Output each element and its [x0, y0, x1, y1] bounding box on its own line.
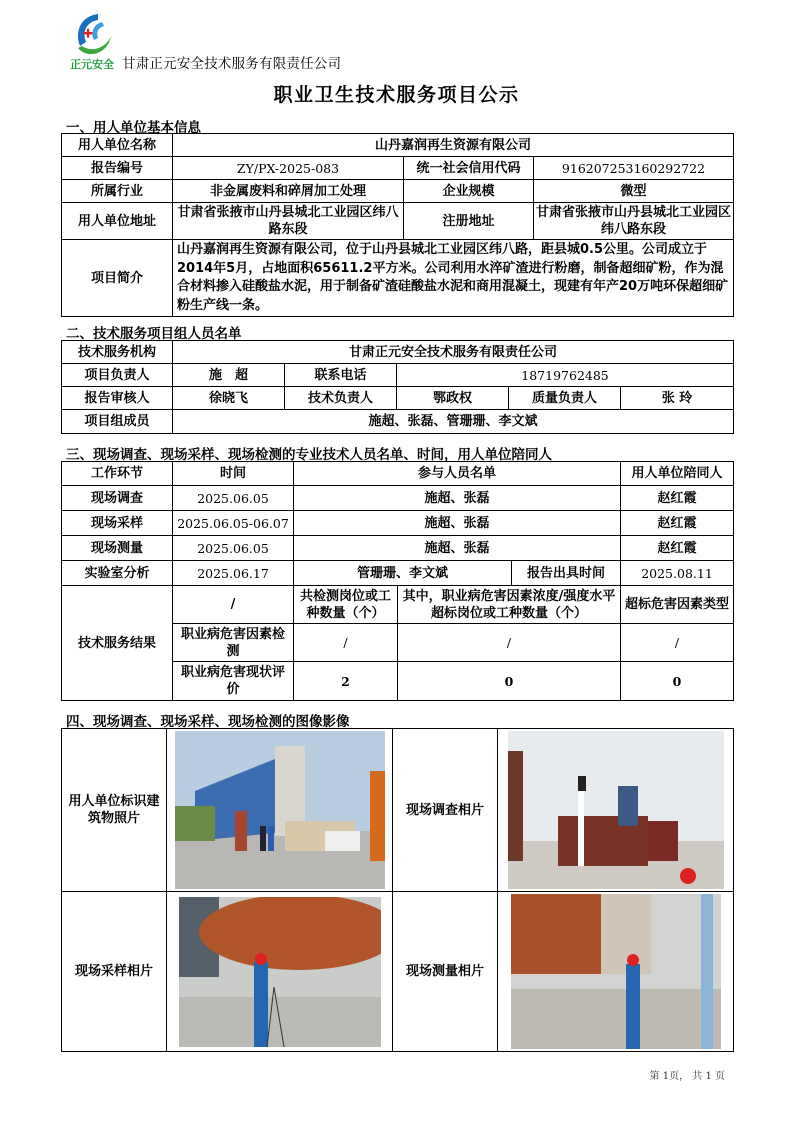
result-type: /: [621, 624, 734, 662]
credit-code-label: 统一社会信用代码: [404, 157, 534, 180]
logo-text: 正元安全: [70, 58, 114, 71]
photo-label-measurement: 现场测量相片: [393, 892, 498, 1052]
reg-address-label: 注册地址: [404, 203, 534, 240]
result-count: 2: [294, 662, 398, 701]
table-row: [62, 561, 734, 586]
reviewer: 徐晓飞: [173, 387, 285, 410]
report-no: ZY/PX-2025-083: [173, 157, 404, 180]
industry: 非金属废料和碎屑加工处理: [173, 180, 404, 203]
escort: 赵红霞: [621, 486, 734, 511]
measurement-photo: [511, 894, 721, 1049]
result-exceed: /: [398, 624, 621, 662]
stage: 现场测量: [62, 536, 173, 561]
tech-lead-label: 技术负责人: [285, 387, 397, 410]
tech-lead: 鄂政权: [397, 387, 509, 410]
col-header-escort: 用人单位陪同人: [621, 462, 734, 486]
industry-label: 所属行业: [62, 180, 173, 203]
page-title: 职业卫生技术服务项目公示: [273, 84, 520, 106]
employer-name-label: 用人单位名称: [62, 134, 173, 157]
photo-label-sampling: 现场采样相片: [62, 892, 167, 1052]
photos-table: [61, 728, 734, 1052]
section4-heading: 四、现场调查、现场采样、现场检测的图像影像: [66, 714, 350, 730]
results-label: 技术服务结果: [62, 586, 173, 701]
members: 施超、张磊、管珊珊、李文斌: [173, 410, 734, 434]
section3-heading: 三、现场调查、现场采样、现场检测的专业技术人员名单、时间，用人单位陪同人: [66, 447, 552, 463]
company-logo-icon: [68, 12, 116, 74]
results-header-count: 共检测岗位或工种数量（个）: [294, 586, 398, 624]
result-item: 职业病危害现状评价: [173, 662, 294, 701]
org: 甘肃正元安全技术服务有限责任公司: [173, 341, 734, 364]
photo-label-survey: 现场调查相片: [393, 729, 498, 892]
result-exceed: 0: [398, 662, 621, 701]
table-row: [62, 511, 734, 536]
photo-label-building: 用人单位标识建筑物照片: [62, 729, 167, 892]
result-type: 0: [621, 662, 734, 701]
scale-label: 企业规模: [404, 180, 534, 203]
stage: 现场调查: [62, 486, 173, 511]
results-header-slash: /: [173, 586, 294, 624]
address-label: 用人单位地址: [62, 203, 173, 240]
staff: 施超、张磊: [294, 536, 621, 561]
employer-info-table: [61, 133, 734, 317]
credit-code: 916207253160292722: [534, 157, 734, 180]
phone-label: 联系电话: [285, 364, 397, 387]
results-header-exceed: 其中，职业病危害因素浓度/强度水平超标岗位或工种数量（个）: [398, 586, 621, 624]
results-header-type: 超标危害因素类型: [621, 586, 734, 624]
leader-label: 项目负责人: [62, 364, 173, 387]
col-header-time: 时间: [173, 462, 294, 486]
scale: 微型: [534, 180, 734, 203]
report-no-label: 报告编号: [62, 157, 173, 180]
section1-heading: 一、用人单位基本信息: [66, 120, 201, 136]
members-label: 项目组成员: [62, 410, 173, 434]
col-header-staff: 参与人员名单: [294, 462, 621, 486]
section2-heading: 二、技术服务项目组人员名单: [66, 326, 242, 342]
report-time-label: 报告出具时间: [512, 561, 621, 586]
project-intro: 山丹嘉润再生资源有限公司，位于山丹县城北工业园区纬八路，距县城0.5公里。公司成立于2014年5月，占地面积65611.2平方米。公司利用水淬矿渣进行粉磨，制备超细矿粉，作为混合材料掺入硅酸盐水泥，用于制备矿渣硅酸盐水泥和商用混凝土，现建有年产20万吨环保超细矿粉生产线一条。: [173, 240, 734, 317]
org-label: 技术服务机构: [62, 341, 173, 364]
result-count: /: [294, 624, 398, 662]
reviewer-label: 报告审核人: [62, 387, 173, 410]
escort: 赵红霞: [621, 536, 734, 561]
employer-name: 山丹嘉润再生资源有限公司: [173, 134, 734, 157]
building-photo: [175, 731, 385, 889]
result-item: 职业病危害因素检测: [173, 624, 294, 662]
time: 2025.06.05: [173, 486, 294, 511]
time: 2025.06.05-06.07: [173, 511, 294, 536]
fieldwork-table: [61, 461, 734, 701]
phone: 18719762485: [397, 364, 734, 387]
time: 2025.06.17: [173, 561, 294, 586]
leader: 施 超: [173, 364, 285, 387]
reg-address: 甘肃省张掖市山丹县城北工业园区纬八路东段: [534, 203, 734, 240]
staff: 施超、张磊: [294, 511, 621, 536]
survey-photo: [508, 731, 724, 889]
company-header-name: 甘肃正元安全技术服务有限责任公司: [122, 56, 342, 72]
intro-label: 项目简介: [62, 240, 173, 317]
escort: 赵红霞: [621, 511, 734, 536]
address: 甘肃省张掖市山丹县城北工业园区纬八路东段: [173, 203, 404, 240]
stage: 现场采样: [62, 511, 173, 536]
staff: 管珊珊、李文斌: [294, 561, 512, 586]
col-header-stage: 工作环节: [62, 462, 173, 486]
page-number: 第 1页， 共 1 页: [649, 1071, 725, 1082]
time: 2025.06.05: [173, 536, 294, 561]
quality-lead-label: 质量负责人: [509, 387, 621, 410]
team-table: [61, 340, 734, 434]
report-time: 2025.08.11: [621, 561, 734, 586]
table-row: [62, 536, 734, 561]
table-row: [62, 486, 734, 511]
quality-lead: 张 玲: [621, 387, 734, 410]
stage: 实验室分析: [62, 561, 173, 586]
staff: 施超、张磊: [294, 486, 621, 511]
sampling-photo: [179, 897, 381, 1047]
